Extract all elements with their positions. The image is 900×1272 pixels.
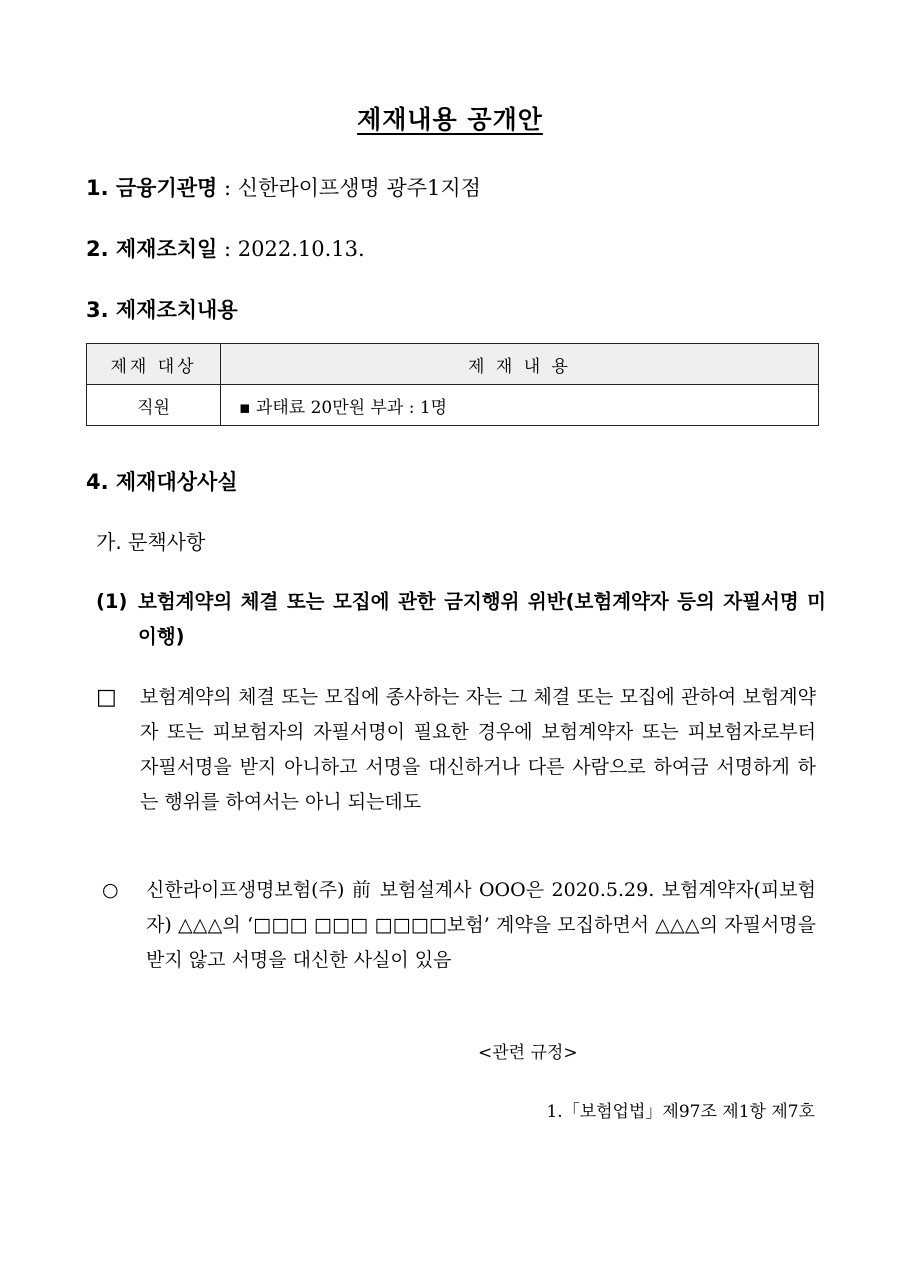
paragraph-fact bbox=[102, 873, 816, 978]
section-institution-value: 신한라이프생명 광주1지점 bbox=[237, 176, 481, 200]
regulation-heading: <관련 규정> bbox=[478, 1043, 578, 1063]
section-institution-sep: : bbox=[217, 176, 238, 200]
table-header-target: 제재 대상 bbox=[87, 344, 221, 385]
square-bullet-icon: □ bbox=[96, 685, 117, 710]
table-header-content: 제 재 내 용 bbox=[221, 344, 819, 385]
section-facts: 4. 제재대상사실 bbox=[86, 470, 238, 494]
section-date-sep: : bbox=[217, 237, 238, 261]
paragraph-fact-text: 신한라이프생명보험(주) 前 보험설계사 OOO은 2020.5.29. 보험계약자(피보험자) △△△의 ‘□□□ □□□ □□□□보험’ 계약을 모집하면서 △△△의 자필서명을 받지 않고 서명을 대신한 사실이 있음 bbox=[146, 879, 816, 971]
circle-bullet-icon: ○ bbox=[102, 879, 119, 901]
violation-item-text: 보험계약의 체결 또는 모집에 관한 금지행위 위반(보험계약자 등의 자필서명 미이행) bbox=[138, 590, 826, 648]
violation-item-number: (1) bbox=[96, 590, 128, 613]
regulation-item: 1.「보험업법」제97조 제1항 제7호 bbox=[546, 1102, 815, 1122]
table-cell-target: 직원 bbox=[87, 385, 221, 426]
section-sanction-content: 3. 제재조치내용 bbox=[86, 298, 238, 322]
section-date-label: 2. 제재조치일 bbox=[86, 237, 218, 261]
table-header-row bbox=[87, 344, 819, 385]
document-title: 제재내용 공개안 bbox=[357, 105, 543, 134]
violation-item bbox=[96, 584, 826, 654]
section-date bbox=[86, 233, 365, 263]
paragraph-rule bbox=[96, 680, 816, 820]
section-institution-label: 1. 금융기관명 bbox=[86, 176, 218, 200]
section-date-value: 2022.10.13. bbox=[237, 237, 365, 261]
sanction-table bbox=[86, 343, 819, 426]
table-row bbox=[87, 385, 819, 426]
section-institution bbox=[86, 172, 481, 202]
paragraph-rule-text: 보험계약의 체결 또는 모집에 종사하는 자는 그 체결 또는 모집에 관하여 보험계약자 또는 피보험자의 자필서명이 필요한 경우에 보험계약자 또는 피보험자로부터 자필서명을 받지 아니하고 서명을 대신하거나 다른 사람으로 하여금 서명하게 하는 행위를 하여서는 아니 되는데도 bbox=[140, 686, 816, 813]
table-cell-content: ▪ 과태료 20만원 부과 : 1명 bbox=[221, 385, 819, 426]
subsection-heading: 가. 문책사항 bbox=[96, 530, 206, 554]
